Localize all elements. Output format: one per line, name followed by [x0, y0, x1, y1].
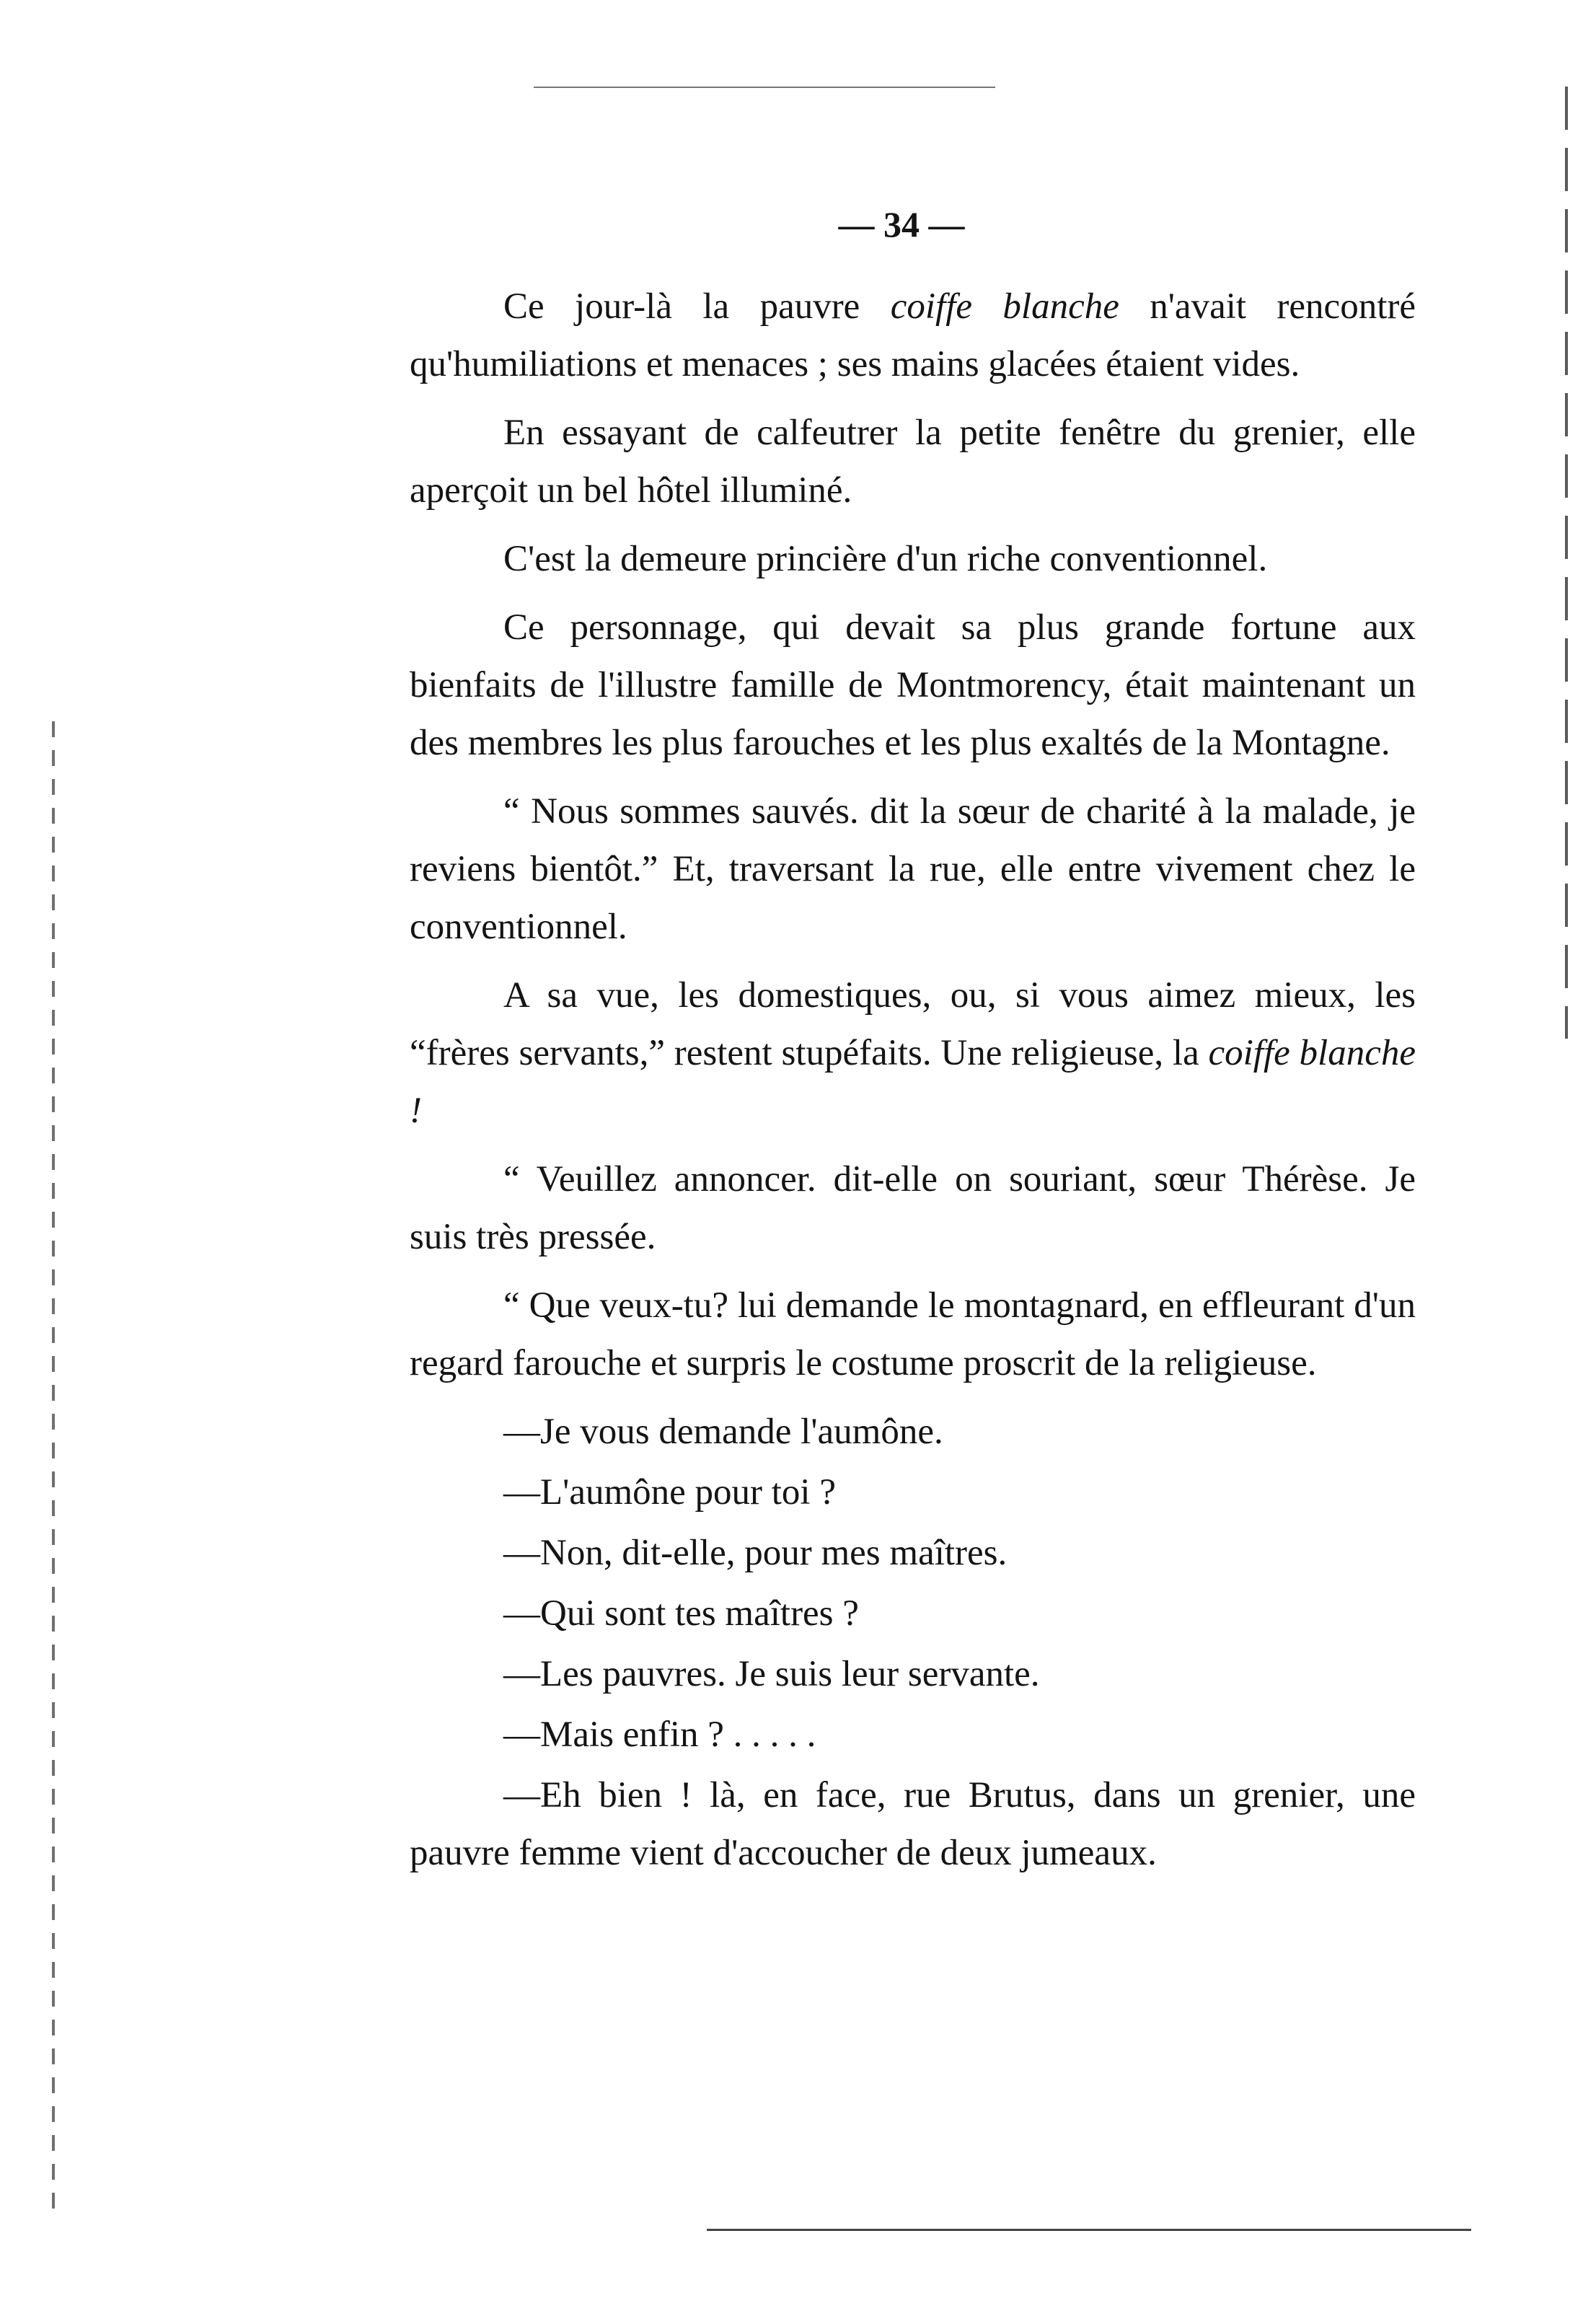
text-segment: “ Nous sommes sauvés. dit la sœur de charité à la malade, je reviens bientôt.” Et, traversant la rue, elle entre vivement chez le conventionnel.	[410, 791, 1416, 947]
body-text	[410, 278, 1416, 1885]
text-segment: C'est la demeure princière d'un riche conventionnel.	[503, 539, 1268, 579]
paragraph	[410, 967, 1416, 1140]
text-segment: —Les pauvres. Je suis leur servante.	[503, 1654, 1040, 1694]
page-number: — 34 —	[838, 204, 965, 245]
text-segment: —Qui sont tes maîtres ?	[503, 1593, 859, 1634]
paragraph	[410, 783, 1416, 956]
bottom-rule	[707, 2229, 1471, 2231]
text-segment: A sa vue, les domestiques, ou, si vous aimez mieux, les “frères servants,” restent stupéfaits. Une religieuse, la	[410, 975, 1416, 1073]
paragraph	[410, 1150, 1416, 1266]
dialog-line	[410, 1766, 1416, 1882]
dialog-line	[410, 1706, 1416, 1764]
text-segment: Ce jour-là la pauvre	[503, 286, 891, 327]
paragraph	[410, 278, 1416, 393]
text-segment: —L'aumône pour toi ?	[503, 1472, 836, 1513]
text-segment: “ Que veux-tu? lui demande le montagnard, en effleurant d'un regard farouche et surpris le costume proscrit de la religieuse.	[410, 1285, 1416, 1383]
text-segment: En essayant de calfeutrer la petite fenêtre du grenier, elle aperçoit un bel hôtel illuminé.	[410, 413, 1416, 511]
text-segment: —Eh bien ! là, en face, rue Brutus, dans un grenier, une pauvre femme vient d'accoucher de deux jumeaux.	[410, 1775, 1416, 1873]
dialog-line	[410, 1463, 1416, 1521]
dialog-line	[410, 1524, 1416, 1582]
paragraph	[410, 530, 1416, 588]
italic-text: coiffe blanche !	[410, 1033, 1416, 1131]
dialog-line	[410, 1403, 1416, 1461]
paragraph	[410, 1277, 1416, 1392]
text-segment: “ Veuillez annoncer. dit-elle on souriant, sœur Thérèse. Je suis très pressée.	[410, 1159, 1416, 1257]
page-edge-right	[1565, 87, 1568, 1039]
paragraph	[410, 404, 1416, 519]
text-segment: —Mais enfin ? . . . . .	[503, 1714, 816, 1755]
text-segment: n'avait rencontré qu'humiliations et menaces ; ses mains glacées étaient vides.	[410, 286, 1416, 384]
text-segment: —Je vous demande l'aumône.	[503, 1412, 943, 1452]
text-segment: —Non, dit-elle, pour mes maîtres.	[503, 1533, 1008, 1573]
page-edge-left	[52, 721, 55, 2222]
dialog-line	[410, 1645, 1416, 1703]
dialog-line	[410, 1585, 1416, 1642]
paragraph	[410, 599, 1416, 772]
text-segment: Ce personnage, qui devait sa plus grande fortune aux bienfaits de l'illustre famille de Montmorency, était maintenant un des membres les plus farouches et les plus exaltés de la Montagne.	[410, 607, 1416, 763]
top-rule	[534, 87, 995, 88]
italic-text: coiffe blanche	[890, 286, 1119, 327]
